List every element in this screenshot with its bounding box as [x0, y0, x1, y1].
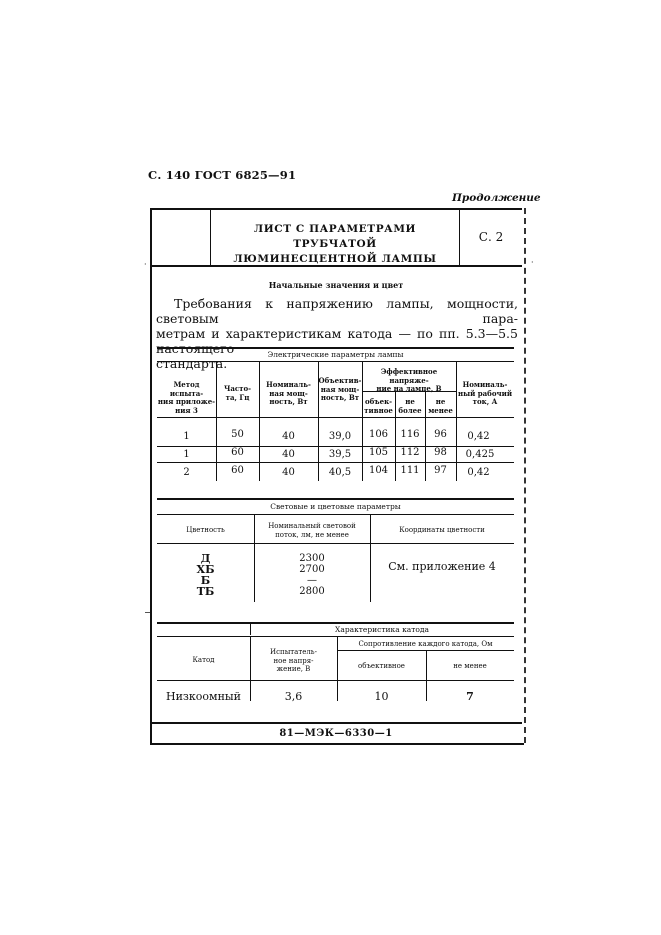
cell-method: 2 — [183, 467, 190, 478]
color-d: Д — [200, 552, 211, 565]
cell-test-voltage: 3,6 — [284, 690, 303, 703]
header-nominal-power-l2: ная мощ- — [269, 388, 308, 398]
light-header-bottom — [157, 543, 514, 544]
cell-objective-power: 40,5 — [328, 467, 352, 478]
flux-d: 2300 — [299, 553, 325, 564]
cell-v-obj: 106 — [368, 429, 389, 440]
header-frequency-l2: та, Гц — [225, 392, 250, 402]
electrical-title-divider — [157, 361, 514, 362]
margin-dot-right: · — [531, 258, 534, 267]
cell-v-max: 112 — [400, 447, 420, 458]
header-method-l3: ния 3 — [175, 405, 198, 415]
flux-b: — — [307, 575, 317, 586]
cell-nominal-power: 40 — [282, 449, 295, 460]
cell-min: 7 — [466, 690, 474, 703]
sheet-page-ref: С. 2 — [478, 230, 504, 244]
header-coords: Координаты цветности — [399, 526, 485, 534]
title-divider-right — [459, 208, 460, 265]
cell-current: 0,42 — [467, 467, 490, 478]
cell-v-min: 96 — [434, 429, 447, 440]
light-table-top — [157, 498, 514, 500]
sheet-title-line1: ЛИСТ С ПАРАМЕТРАМИ ТРУБЧАТОЙ — [253, 223, 417, 250]
header-method-l1: Метод испыта- — [169, 380, 204, 398]
cell-method: 1 — [183, 449, 190, 460]
color-tb: ТБ — [196, 585, 215, 598]
header-current-l2: ный рабочий — [457, 388, 513, 398]
header-min: не менее — [453, 662, 487, 670]
header-objective-power-l3: ность, Вт — [320, 393, 360, 402]
header-v-max-l2: более — [398, 405, 422, 415]
cathode-table-title: Характеристика катода — [335, 625, 429, 634]
header-method-l2: ния приложе- — [157, 397, 216, 406]
cell-method: 1 — [183, 431, 190, 442]
header-v-obj-l2: тивное — [364, 405, 393, 415]
col-div-2 — [259, 361, 260, 481]
cell-v-max: 116 — [400, 429, 420, 440]
header-objective-power-l2: ная мощ- — [320, 384, 360, 394]
header-current-l3: ток, А — [472, 397, 498, 406]
footer-top-border — [150, 722, 522, 724]
row-divider-2 — [157, 462, 514, 463]
header-test-voltage-l2: ное напря- — [273, 656, 314, 665]
cell-v-obj: 104 — [368, 465, 389, 476]
header-test-voltage-l3: жение, В — [276, 665, 311, 673]
flux-tb: 2800 — [299, 586, 325, 597]
cathode-header-bottom — [157, 680, 514, 681]
header-nominal-power-l1: Номиналь- — [266, 380, 311, 389]
header-frequency — [216, 385, 259, 402]
title-divider-left — [210, 208, 211, 265]
cell-frequency: 60 — [231, 447, 244, 458]
col-div-1 — [216, 361, 217, 481]
requirements-paragraph — [156, 296, 518, 371]
cell-cathode: Низкоомный — [165, 690, 242, 703]
header-test-voltage — [250, 648, 337, 674]
electrical-table-title: Электрические параметры лампы — [267, 350, 404, 359]
header-cathode: Катод — [192, 656, 215, 664]
sheet-title-line2: ЛЮМИНЕСЦЕНТНОЙ ЛАМПЫ — [233, 253, 437, 265]
header-frequency-l1: Часто- — [223, 384, 252, 393]
col-div-7 — [456, 361, 457, 481]
header-v-min-l1: не — [435, 397, 446, 406]
header-nominal-power-l3: ность, Вт — [269, 397, 308, 406]
color-list — [157, 553, 254, 597]
header-v-min-l2: менее — [428, 405, 453, 415]
header-voltage-max — [395, 398, 425, 415]
header-current-l1: Номиналь- — [462, 380, 508, 389]
electrical-table-top — [157, 347, 514, 349]
header-eff-voltage-l1: Эффективное напряже- — [380, 367, 438, 385]
header-eff-voltage-l2: ние на лампе, В — [376, 384, 442, 393]
cell-current: 0,42 — [467, 431, 490, 442]
header-v-obj-l1: объек- — [364, 397, 393, 406]
header-nominal-power — [259, 381, 318, 407]
flux-list — [254, 553, 370, 597]
cell-v-max: 111 — [400, 465, 420, 476]
header-test-voltage-l1: Испытатель- — [270, 648, 317, 656]
paragraph-line1: Требования к напряжению лампы, мощности, световым пара- — [156, 296, 518, 326]
header-objective: объективное — [358, 662, 405, 670]
continuation-label: Продолжение — [452, 192, 541, 204]
top-border — [150, 208, 522, 210]
cell-objective: 10 — [374, 690, 389, 703]
electrical-header-bottom — [157, 417, 514, 418]
row-divider-1 — [157, 446, 514, 447]
header-objective-power-l1: Объектив- — [318, 376, 362, 385]
coords-value: См. приложение 4 — [388, 560, 496, 573]
header-voltage-min — [425, 398, 456, 415]
cathode-table-top — [157, 622, 514, 624]
cell-nominal-power: 40 — [282, 467, 295, 478]
light-title-divider — [157, 514, 514, 515]
resistance-divider — [337, 650, 514, 651]
cell-v-obj: 105 — [368, 447, 389, 458]
cell-frequency: 50 — [231, 429, 244, 440]
flux-hb: 2700 — [299, 564, 325, 575]
header-nominal-current — [456, 381, 514, 407]
header-color: Цветность — [186, 526, 225, 534]
cell-objective-power: 39,5 — [328, 449, 352, 460]
cell-frequency: 60 — [231, 465, 244, 476]
header-flux — [254, 522, 370, 539]
header-effective-voltage — [362, 368, 456, 394]
light-table-title: Световые и цветовые параметры — [270, 502, 401, 511]
page-header: С. 140 ГОСТ 6825—91 — [148, 168, 297, 182]
cell-current: 0,425 — [465, 449, 495, 460]
cell-v-min: 97 — [434, 465, 447, 476]
paragraph-line2: метрам и характеристикам катода — по пп. 5.3—5.5 настоящего — [156, 326, 518, 356]
margin-tick-left — [145, 612, 150, 613]
color-hb: ХБ — [196, 563, 215, 576]
header-resistance: Сопротивление каждого катода, Ом — [358, 640, 493, 648]
header-method — [157, 381, 216, 415]
cathode-title-divider — [157, 636, 514, 637]
bottom-border — [150, 743, 524, 745]
header-flux-l1: Номинальный световой — [268, 522, 356, 530]
sheet-title — [212, 222, 458, 267]
paragraph-line3: стандарта. — [156, 356, 228, 371]
cell-nominal-power: 40 — [282, 431, 295, 442]
cell-v-min: 98 — [434, 447, 447, 458]
section-title: Начальные значения и цвет — [268, 280, 404, 290]
header-objective-power — [318, 377, 362, 403]
color-b: Б — [200, 574, 211, 587]
footer-code: 81—МЭК—6330—1 — [279, 728, 393, 739]
header-voltage-objective — [362, 398, 395, 415]
header-flux-l2: поток, лм, не менее — [275, 530, 349, 539]
header-v-max-l1: не — [405, 397, 415, 406]
cell-objective-power: 39,0 — [328, 431, 352, 442]
margin-dot-left: · — [144, 260, 147, 269]
